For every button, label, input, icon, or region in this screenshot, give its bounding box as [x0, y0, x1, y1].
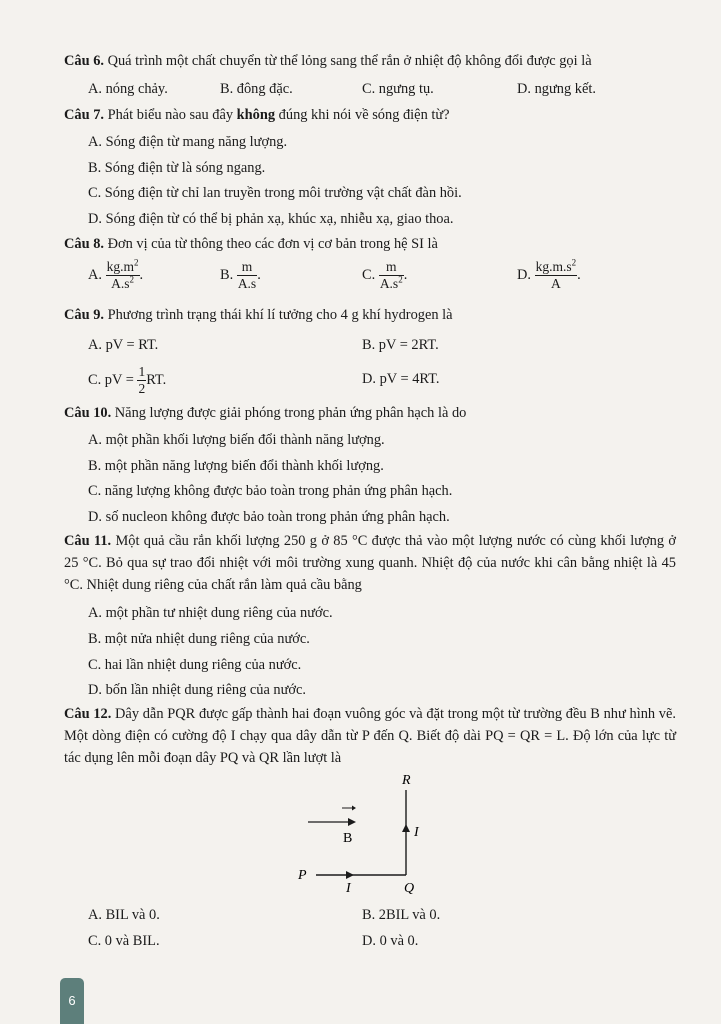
q9-option-d: D. pV = 4RT. — [362, 371, 440, 387]
q9-option-b: B. pV = 2RT. — [362, 337, 439, 353]
q7-option-c: C. Sóng điện từ chỉ lan truyền trong môi trường vật chất đàn hồi. — [88, 185, 462, 201]
b-vector-bar-head — [352, 806, 356, 811]
question-10: Câu 10. Năng lượng được giải phóng trong phản ứng phân hạch là do — [64, 405, 467, 421]
question-7: Câu 7. Phát biểu nào sau đây không đúng khi nói về sóng điện từ? — [64, 107, 450, 123]
page-number: 6 — [60, 978, 84, 1024]
q10-option-c: C. năng lượng không được bảo toàn trong phản ứng phân hạch. — [88, 483, 453, 499]
question-8: Câu 8. Đơn vị của từ thông theo các đơn vị cơ bản trong hệ SI là — [64, 236, 438, 252]
question-9: Câu 9. Phương trình trạng thái khí lí tưởng cho 4 g khí hydrogen là — [64, 307, 453, 323]
q11-option-d: D. bốn lần nhiệt dung riêng của nước. — [88, 682, 307, 698]
wire-magnetic-field-diagram — [290, 770, 450, 900]
label-i-pq: I — [346, 881, 351, 896]
q9-option-a: A. pV = RT. — [88, 337, 159, 353]
q6-option-d: D. ngưng kết. — [517, 81, 596, 97]
label-b: B — [343, 831, 353, 846]
q11-option-b: B. một nửa nhiệt dung riêng của nước. — [88, 631, 310, 647]
q6-option-a: A. nóng chảy. — [88, 81, 168, 97]
question-12: Câu 12. Dây dẫn PQR được gấp thành hai đoạn vuông góc và đặt trong một từ trường đều B như hình vẽ. Một dòng điện có cường độ I chạy qua dây dẫn từ P đến Q. Biết độ dài PQ = QR = L. Độ lớn của lực từ tác dụng lên mỗi đoạn dây PQ và QR lần lượt là — [64, 706, 676, 766]
q8-option-a: A. $\frac{kg.m^2}{A.s^2}$ . — [88, 257, 144, 292]
current-arrow-pq — [346, 871, 354, 879]
q8-option-b: B. $\frac{m}{A.s}$ . — [220, 259, 261, 292]
q7-option-a: A. Sóng điện từ mang năng lượng. — [88, 134, 288, 150]
q10-option-a: A. một phần khối lượng biến đổi thành năng lượng. — [88, 432, 385, 448]
label-p: P — [298, 868, 307, 883]
label-r: R — [402, 773, 411, 788]
q11-option-c: C. hai lần nhiệt dung riêng của nước. — [88, 657, 302, 673]
q12-option-a: A. BIL và 0. — [88, 907, 160, 923]
q8-b-fraction: $\frac{m}{A.s}$ — [237, 259, 257, 292]
q8-option-c: C. $\frac{m}{A.s^2}$ . — [362, 259, 408, 292]
q12-option-d: D. 0 và 0. — [362, 933, 419, 949]
q10-option-d: D. số nucleon không được bảo toàn trong phản ứng phân hạch. — [88, 509, 450, 525]
q9-option-c: C. pV = $\frac{1}{2}$ RT. — [88, 364, 167, 397]
q8-option-d: D. $\frac{kg.m.s^2}{A}$ . — [517, 257, 581, 292]
q7-option-d: D. Sóng điện từ có thể bị phản xạ, khúc xạ, nhiễu xạ, giao thoa. — [88, 211, 454, 227]
q12-option-b: B. 2BIL và 0. — [362, 907, 441, 923]
label-q: Q — [404, 881, 415, 896]
q7-option-b: B. Sóng điện từ là sóng ngang. — [88, 160, 266, 176]
q11-option-a: A. một phần tư nhiệt dung riêng của nước. — [88, 605, 333, 621]
q12-option-c: C. 0 và BIL. — [88, 933, 160, 949]
question-11: Câu 11. Một quả cầu rắn khối lượng 250 g ở 85 °C được thả vào một lượng nước có cùng khối lượng ở 25 °C. Bỏ qua sự trao đổi nhiệt với môi trường xung quanh. Nhiệt độ của nước khi cân bằng nhiệt là 45 °C. Nhiệt dung riêng của chất rắn làm quả cầu bằng — [64, 533, 677, 593]
label-i-qr: I — [414, 825, 419, 840]
q9-c-fraction: $\frac{1}{2}$ — [138, 364, 146, 397]
q10-option-b: B. một phần năng lượng biến đổi thành khối lượng. — [88, 458, 384, 474]
q6-option-b: B. đông đặc. — [220, 81, 293, 97]
q8-d-fraction: $\frac{kg.m.s^2}{A}$ — [535, 257, 577, 292]
q6-option-c: C. ngưng tụ. — [362, 81, 434, 97]
q8-a-fraction: $\frac{kg.m^2}{A.s^2}$ — [106, 257, 139, 292]
b-field-arrowhead — [348, 818, 356, 826]
current-arrow-qr — [402, 824, 410, 832]
q8-c-fraction: $\frac{m}{A.s^2}$ — [379, 259, 403, 292]
question-6: Câu 6. Quá trình một chất chuyển từ thể lỏng sang thể rắn ở nhiệt độ không đổi được gọi là — [64, 53, 592, 69]
